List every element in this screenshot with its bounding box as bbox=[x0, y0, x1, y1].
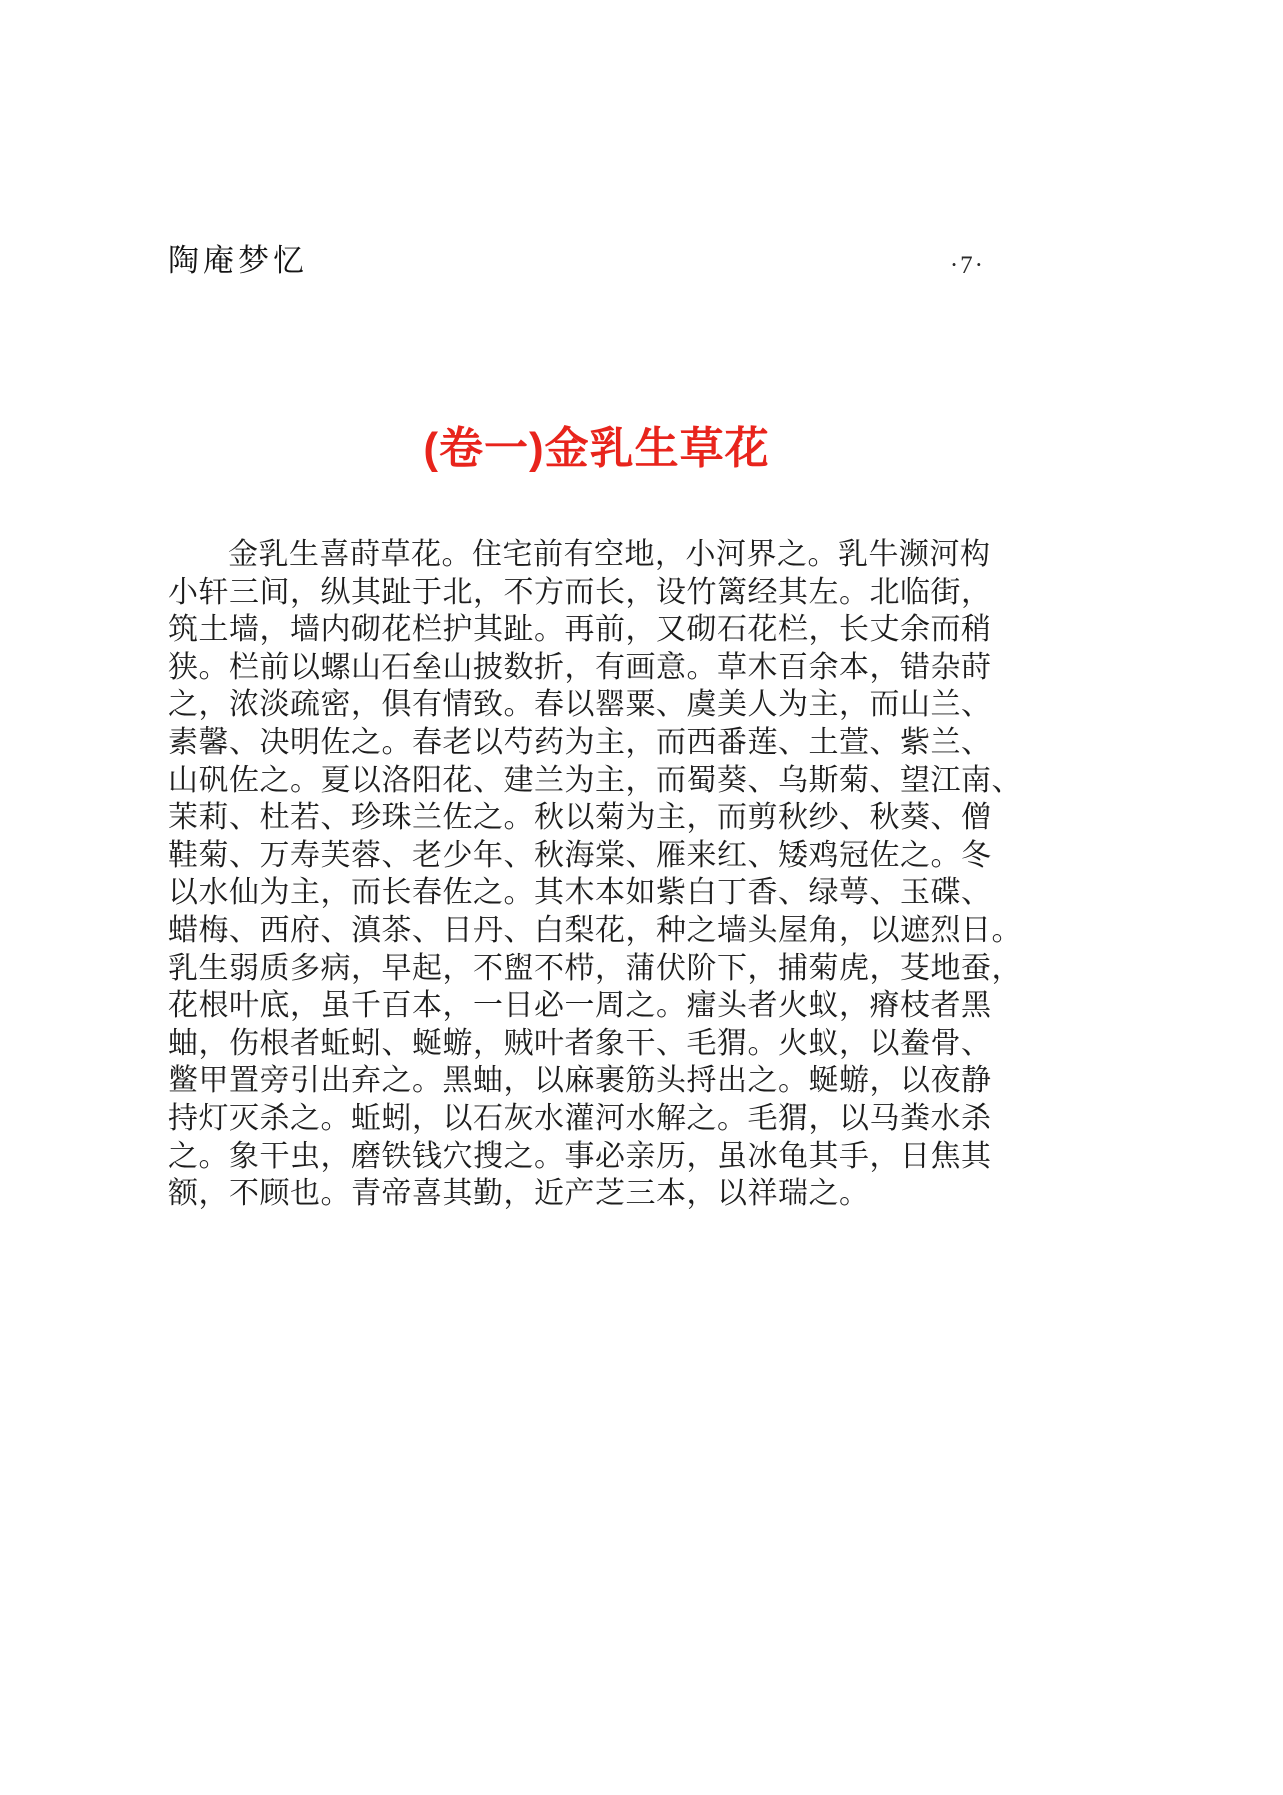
text-line: 素馨、决明佐之。春老以芍药为主，而西番莲、土萱、紫兰、 bbox=[168, 725, 992, 759]
page-header bbox=[168, 238, 985, 280]
text-line: 蚰，伤根者蚯蚓、蜒蝣，贼叶者象干、毛猬。火蚁，以鲞骨、 bbox=[168, 1026, 992, 1060]
text-line: 以水仙为主，而长春佐之。其木本如紫白丁香、绿萼、玉碟、 bbox=[168, 876, 992, 910]
chapter-body bbox=[168, 536, 1022, 1213]
text-line: 持灯灭杀之。蚯蚓，以石灰水灌河水解之。毛猬，以马粪水杀 bbox=[168, 1101, 992, 1135]
chapter-title: (卷一)金乳生草花 bbox=[423, 424, 770, 473]
text-line: 乳生弱质多病，早起，不盥不栉，蒲伏阶下，捕菊虎，芟地蚕， bbox=[168, 951, 1022, 985]
text-line: 鳖甲置旁引出弃之。黑蚰，以麻裹筋头捋出之。蜒蝣，以夜静 bbox=[168, 1064, 992, 1098]
text-line: 狭。栏前以螺山石垒山披数折，有画意。草木百余本，错杂莳 bbox=[168, 650, 992, 684]
text-line: 之，浓淡疏密，俱有情致。春以罂粟、虞美人为主，而山兰、 bbox=[168, 688, 992, 722]
text-line: 小轩三间，纵其趾于北，不方而长，设竹篱经其左。北临街， bbox=[168, 575, 992, 609]
text-line: 金乳生喜莳草花。住宅前有空地，小河界之。乳牛濒河构 bbox=[228, 538, 991, 571]
text-line: 额，不顾也。青帝喜其勤，近产芝三本，以祥瑞之。 bbox=[168, 1177, 870, 1211]
book-title: 陶庵梦忆 bbox=[168, 243, 308, 278]
text-line: 花根叶底，虽千百本，一日必一周之。癗头者火蚁，瘠枝者黑 bbox=[168, 989, 992, 1023]
text-line: 茉莉、杜若、珍珠兰佐之。秋以菊为主，而剪秋纱、秋葵、僧 bbox=[168, 801, 992, 835]
text-line: 鞋菊、万寿芙蓉、老少年、秋海棠、雁来红、矮鸡冠佐之。冬 bbox=[168, 838, 992, 872]
text-line: 筑土墙，墙内砌花栏护其趾。再前，又砌石花栏，长丈余而稍 bbox=[168, 613, 992, 647]
page-number: ·7· bbox=[949, 252, 985, 279]
text-line: 山矾佐之。夏以洛阳花、建兰为主，而蜀葵、乌斯菊、望江南、 bbox=[168, 763, 1022, 797]
text-line: 之。象干虫，磨铁钱穴搜之。事必亲历，虽冰龟其手，日焦其 bbox=[168, 1139, 992, 1173]
text-line: 蜡梅、西府、滇茶、日丹、白梨花，种之墙头屋角，以遮烈日。 bbox=[168, 913, 1022, 947]
